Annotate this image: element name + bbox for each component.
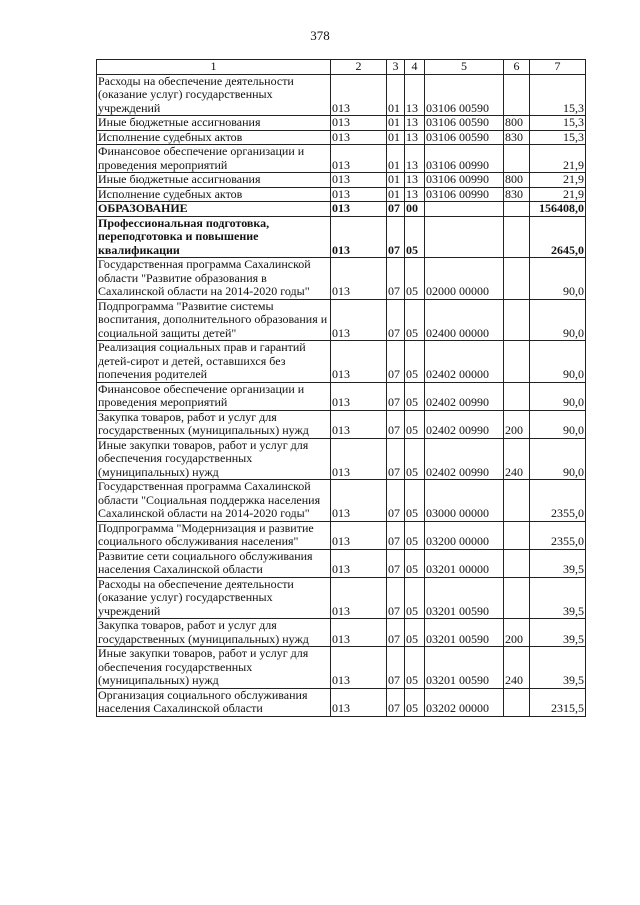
row-code-cell: 013: [331, 173, 387, 188]
table-row: [97, 549, 586, 577]
row-type-cell: 240: [504, 647, 530, 689]
row-amount-cell: 39,5: [530, 549, 586, 577]
row-subsection-cell: 05: [405, 549, 425, 577]
row-program-cell: 02400 00000: [425, 299, 504, 341]
table-row: [97, 258, 586, 300]
row-subsection-cell: 05: [405, 382, 425, 410]
row-name-cell: Финансовое обеспечение организации и проведения мероприятий: [97, 382, 331, 410]
row-amount-cell: 15,3: [530, 130, 586, 145]
table-row: [97, 145, 586, 173]
row-subsection-cell: 00: [405, 202, 425, 217]
row-type-cell: 800: [504, 116, 530, 131]
row-subsection-cell: 05: [405, 438, 425, 480]
header-cell: 5: [425, 60, 504, 75]
row-type-cell: 240: [504, 438, 530, 480]
row-program-cell: 02402 00990: [425, 382, 504, 410]
row-amount-cell: 39,5: [530, 619, 586, 647]
table-row: [97, 480, 586, 522]
row-subsection-cell: 13: [405, 173, 425, 188]
row-type-cell: [504, 521, 530, 549]
row-name-cell: Иные бюджетные ассигнования: [97, 173, 331, 188]
budget-table: [96, 59, 586, 717]
row-program-cell: 02402 00990: [425, 438, 504, 480]
row-amount-cell: 90,0: [530, 438, 586, 480]
table-row: [97, 577, 586, 619]
row-code-cell: 013: [331, 577, 387, 619]
row-name-cell: Закупка товаров, работ и услуг для государственных (муниципальных) нужд: [97, 619, 331, 647]
row-program-cell: 03106 00590: [425, 74, 504, 116]
table-row: [97, 116, 586, 131]
row-code-cell: 013: [331, 549, 387, 577]
row-program-cell: 03106 00990: [425, 145, 504, 173]
table-row: [97, 688, 586, 716]
row-name-cell: Профессиональная подготовка, переподготовка и повышение квалификации: [97, 216, 331, 258]
row-subsection-cell: 05: [405, 216, 425, 258]
row-name-cell: Исполнение судебных актов: [97, 187, 331, 202]
row-code-cell: 013: [331, 116, 387, 131]
row-name-cell: Подпрограмма "Модернизация и развитие социального обслуживания населения": [97, 521, 331, 549]
row-amount-cell: 90,0: [530, 299, 586, 341]
row-amount-cell: 39,5: [530, 577, 586, 619]
row-section-cell: 07: [387, 382, 405, 410]
row-code-cell: 013: [331, 438, 387, 480]
row-name-cell: Государственная программа Сахалинской области "Развитие образования в Сахалинской области на 2014-2020 годы": [97, 258, 331, 300]
table-row: [97, 521, 586, 549]
row-name-cell: Расходы на обеспечение деятельности (оказание услуг) государственных учреждений: [97, 577, 331, 619]
row-code-cell: 013: [331, 74, 387, 116]
row-name-cell: Развитие сети социального обслуживания населения Сахалинской области: [97, 549, 331, 577]
row-section-cell: 01: [387, 187, 405, 202]
table-row: [97, 202, 586, 217]
row-code-cell: 013: [331, 647, 387, 689]
row-name-cell: Государственная программа Сахалинской области "Социальная поддержка населения Сахалинской области на 2014-2020 годы": [97, 480, 331, 522]
row-code-cell: 013: [331, 202, 387, 217]
row-section-cell: 07: [387, 619, 405, 647]
row-name-cell: Расходы на обеспечение деятельности (оказание услуг) государственных учреждений: [97, 74, 331, 116]
row-name-cell: Закупка товаров, работ и услуг для государственных (муниципальных) нужд: [97, 410, 331, 438]
header-cell: 4: [405, 60, 425, 75]
header-cell: 7: [530, 60, 586, 75]
row-section-cell: 07: [387, 480, 405, 522]
row-subsection-cell: 13: [405, 145, 425, 173]
row-type-cell: [504, 258, 530, 300]
row-section-cell: 07: [387, 258, 405, 300]
row-amount-cell: 39,5: [530, 647, 586, 689]
row-program-cell: 03201 00000: [425, 549, 504, 577]
row-program-cell: [425, 202, 504, 217]
table-row: [97, 647, 586, 689]
table-row: [97, 216, 586, 258]
row-amount-cell: 21,9: [530, 145, 586, 173]
row-code-cell: 013: [331, 480, 387, 522]
row-name-cell: Иные закупки товаров, работ и услуг для обеспечения государственных (муниципальных) нужд: [97, 647, 331, 689]
row-amount-cell: 2355,0: [530, 480, 586, 522]
row-program-cell: 03106 00990: [425, 173, 504, 188]
table-row: [97, 382, 586, 410]
row-code-cell: 013: [331, 382, 387, 410]
row-code-cell: 013: [331, 521, 387, 549]
row-type-cell: [504, 145, 530, 173]
row-type-cell: [504, 74, 530, 116]
row-subsection-cell: 05: [405, 341, 425, 383]
table-row: [97, 341, 586, 383]
row-name-cell: Подпрограмма "Развитие системы воспитания, дополнительного образования и социальной защиты детей": [97, 299, 331, 341]
row-section-cell: 07: [387, 577, 405, 619]
row-subsection-cell: 05: [405, 299, 425, 341]
row-section-cell: 07: [387, 688, 405, 716]
row-type-cell: [504, 216, 530, 258]
row-section-cell: 07: [387, 521, 405, 549]
row-code-cell: 013: [331, 299, 387, 341]
row-code-cell: 013: [331, 130, 387, 145]
row-subsection-cell: 05: [405, 688, 425, 716]
row-amount-cell: 2315,5: [530, 688, 586, 716]
row-type-cell: 830: [504, 130, 530, 145]
table-row: [97, 619, 586, 647]
row-amount-cell: 90,0: [530, 382, 586, 410]
row-program-cell: 03106 00590: [425, 116, 504, 131]
row-subsection-cell: 13: [405, 116, 425, 131]
table-row: [97, 130, 586, 145]
row-program-cell: 02000 00000: [425, 258, 504, 300]
row-section-cell: 07: [387, 549, 405, 577]
table-row: [97, 173, 586, 188]
row-program-cell: 03200 00000: [425, 521, 504, 549]
row-type-cell: [504, 341, 530, 383]
table-row: [97, 187, 586, 202]
row-section-cell: 07: [387, 438, 405, 480]
row-type-cell: [504, 299, 530, 341]
header-row: [97, 60, 586, 75]
row-subsection-cell: 05: [405, 577, 425, 619]
row-program-cell: 03106 00590: [425, 130, 504, 145]
row-section-cell: 07: [387, 341, 405, 383]
row-subsection-cell: 13: [405, 130, 425, 145]
row-name-cell: Иные бюджетные ассигнования: [97, 116, 331, 131]
row-code-cell: 013: [331, 145, 387, 173]
row-type-cell: [504, 549, 530, 577]
row-name-cell: Исполнение судебных актов: [97, 130, 331, 145]
row-subsection-cell: 05: [405, 410, 425, 438]
row-amount-cell: 15,3: [530, 116, 586, 131]
row-subsection-cell: 13: [405, 74, 425, 116]
row-code-cell: 013: [331, 341, 387, 383]
row-code-cell: 013: [331, 619, 387, 647]
row-name-cell: Реализация социальных прав и гарантий детей-сирот и детей, оставшихся без попечения родителей: [97, 341, 331, 383]
row-code-cell: 013: [331, 688, 387, 716]
row-subsection-cell: 05: [405, 480, 425, 522]
row-program-cell: 03000 00000: [425, 480, 504, 522]
header-cell: 3: [387, 60, 405, 75]
row-name-cell: Финансовое обеспечение организации и проведения мероприятий: [97, 145, 331, 173]
row-section-cell: 07: [387, 647, 405, 689]
row-code-cell: 013: [331, 187, 387, 202]
row-program-cell: 03201 00590: [425, 619, 504, 647]
row-program-cell: 02402 00990: [425, 410, 504, 438]
table-row: [97, 438, 586, 480]
table-row: [97, 410, 586, 438]
row-type-cell: 830: [504, 187, 530, 202]
row-name-cell: ОБРАЗОВАНИЕ: [97, 202, 331, 217]
header-cell: 2: [331, 60, 387, 75]
row-section-cell: 01: [387, 130, 405, 145]
row-section-cell: 07: [387, 299, 405, 341]
row-section-cell: 01: [387, 74, 405, 116]
row-name-cell: Организация социального обслуживания населения Сахалинской области: [97, 688, 331, 716]
row-subsection-cell: 05: [405, 619, 425, 647]
row-amount-cell: 15,3: [530, 74, 586, 116]
row-type-cell: 800: [504, 173, 530, 188]
table-row: [97, 74, 586, 116]
row-amount-cell: 90,0: [530, 341, 586, 383]
table-body: [97, 74, 586, 716]
row-amount-cell: 2355,0: [530, 521, 586, 549]
row-subsection-cell: 05: [405, 521, 425, 549]
row-subsection-cell: 05: [405, 647, 425, 689]
header-cell: 1: [97, 60, 331, 75]
row-code-cell: 013: [331, 216, 387, 258]
row-amount-cell: 2645,0: [530, 216, 586, 258]
row-amount-cell: 90,0: [530, 410, 586, 438]
row-code-cell: 013: [331, 258, 387, 300]
header-cell: 6: [504, 60, 530, 75]
row-section-cell: 01: [387, 145, 405, 173]
row-type-cell: 200: [504, 410, 530, 438]
row-amount-cell: 21,9: [530, 187, 586, 202]
table-row: [97, 299, 586, 341]
row-program-cell: 02402 00000: [425, 341, 504, 383]
row-type-cell: 200: [504, 619, 530, 647]
row-program-cell: 03201 00590: [425, 577, 504, 619]
row-program-cell: 03202 00000: [425, 688, 504, 716]
row-program-cell: [425, 216, 504, 258]
row-name-cell: Иные закупки товаров, работ и услуг для обеспечения государственных (муниципальных) нужд: [97, 438, 331, 480]
row-section-cell: 01: [387, 173, 405, 188]
page-number: 378: [310, 28, 330, 43]
row-type-cell: [504, 577, 530, 619]
row-subsection-cell: 13: [405, 187, 425, 202]
row-type-cell: [504, 480, 530, 522]
row-type-cell: [504, 688, 530, 716]
row-type-cell: [504, 202, 530, 217]
row-code-cell: 013: [331, 410, 387, 438]
row-subsection-cell: 05: [405, 258, 425, 300]
row-program-cell: 03201 00590: [425, 647, 504, 689]
row-program-cell: 03106 00990: [425, 187, 504, 202]
row-section-cell: 01: [387, 116, 405, 131]
row-amount-cell: 90,0: [530, 258, 586, 300]
row-type-cell: [504, 382, 530, 410]
row-amount-cell: 156408,0: [530, 202, 586, 217]
row-section-cell: 07: [387, 202, 405, 217]
row-amount-cell: 21,9: [530, 173, 586, 188]
row-section-cell: 07: [387, 410, 405, 438]
row-section-cell: 07: [387, 216, 405, 258]
